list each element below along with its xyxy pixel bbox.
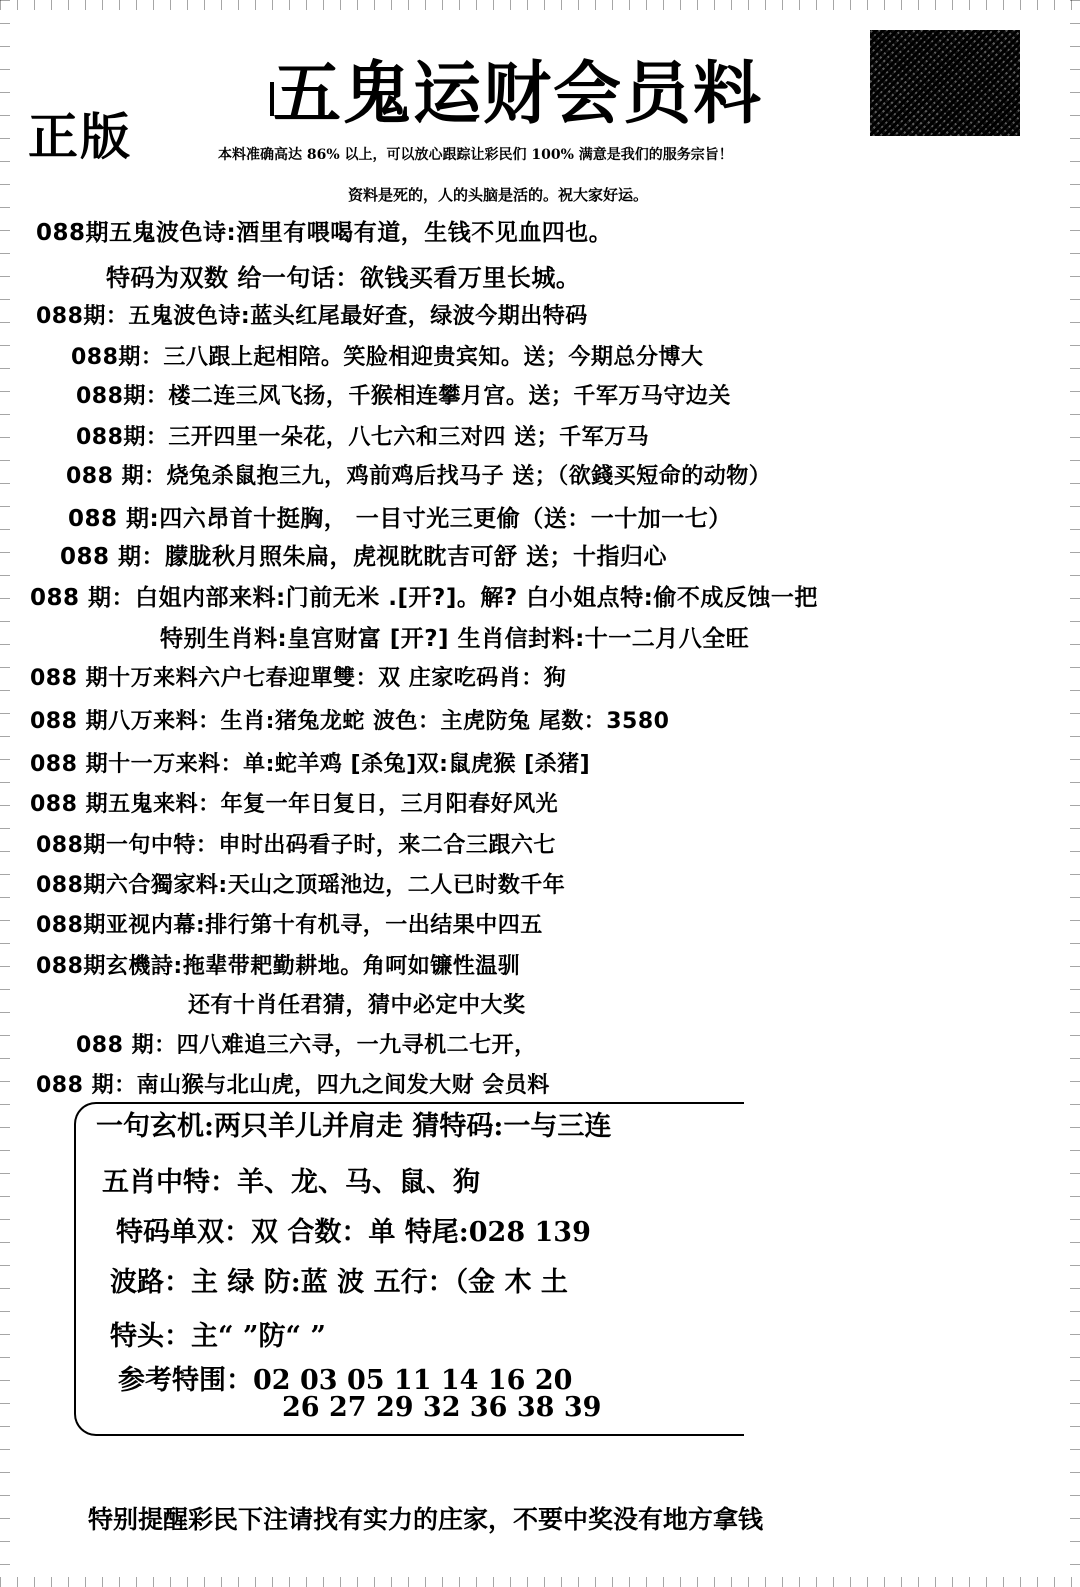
box-line-zodiac: 五肖中特：羊、龙、马、鼠、狗 — [102, 1167, 480, 1198]
text-line: 088 期：南山猴与北山虎，四九之间发大财 会员料 — [36, 1073, 550, 1098]
scan-edge-bottom — [0, 1577, 1080, 1587]
box-line-range-2: 26 27 29 32 36 38 39 — [282, 1392, 602, 1423]
scan-edge-right — [1070, 0, 1080, 1587]
text-line: 还有十肖任君猜，猜中必定中大奖 — [188, 993, 526, 1018]
subtitle-accuracy: 本料准确高达 86% 以上，可以放心跟踪让彩民们 100% 满意是我们的服务宗旨！ — [218, 147, 733, 163]
scan-edge-top — [0, 0, 1080, 10]
text-line: 088期五鬼波色诗:酒里有喂喝有道，生钱不见血四也。 — [36, 220, 613, 246]
box-line-head: 特头：主“ ”防“ ” — [110, 1321, 326, 1352]
text-line: 特别生肖料:皇宫财富 [开?] 生肖信封料:十一二月八全旺 — [160, 626, 750, 652]
text-line: 088 期十一万来料：单:蛇羊鸡 [杀兔]双:鼠虎猴 [杀猪] — [30, 752, 591, 777]
text-line: 088 期：白姐内部来料:门前无米 .[开?]。解? 白小姐点特:偷不成反蚀一把 — [30, 585, 818, 611]
scan-noise-block — [870, 30, 1020, 136]
box-line-range-1: 参考特围：02 03 05 11 14 16 20 — [118, 1365, 573, 1396]
text-line: 088 期十万来料六户七春迎單雙：双 庄家吃码肖：狗 — [30, 666, 567, 691]
box-line-parity: 特码单双：双 合数：单 特尾:028 139 — [116, 1217, 591, 1248]
text-line: 088期六合獨家料:天山之顶瑶池边，二人已时数千年 — [36, 873, 566, 898]
text-line: 088期：楼二连三风飞扬，千猴相连攀月宫。送；千军万马守边关 — [76, 384, 731, 409]
page-title: 五鬼运财会员料 — [273, 54, 764, 134]
text-line: 特码为双数 给一句话：欲钱买看万里长城。 — [106, 264, 581, 292]
scan-edge-left — [0, 0, 10, 1587]
box-line-wave: 波路：主 绿 防:蓝 波 五行：（金 木 土 — [110, 1267, 568, 1298]
text-line: 088 期：烧兔杀鼠抱三九，鸡前鸡后找马子 送；（欲錢买短命的动物） — [66, 464, 772, 489]
text-line: 088 期：四八难追三六寻，一九寻机二七开， — [76, 1033, 537, 1058]
text-line: 088 期：朦胧秋月照朱扁，虎视眈眈吉可舒 送；十指归心 — [60, 544, 668, 570]
prediction-box — [74, 1102, 744, 1436]
text-line: 088期亚视内幕:排行第十有机寻，一出结果中四五 — [36, 913, 543, 938]
genuine-badge: 正版 — [28, 107, 132, 166]
document-page — [18, 22, 1058, 1562]
text-line: 088期玄機詩:拖辈带耙勤耕地。角呵如镰性温驯 — [36, 954, 521, 979]
box-line-hint: 一句玄机:两只羊儿并肩走 猜特码:一与三连 — [96, 1111, 612, 1142]
footer-notice: 特别提醒彩民下注请找有实力的庄家，不要中奖没有地方拿钱 — [88, 1505, 764, 1534]
text-line: 088期：三八跟上起相陪。笑脸相迎贵宾知。送；今期总分博大 — [71, 345, 704, 370]
text-line: 088期：三开四里一朵花，八七六和三对四 送；千军万马 — [76, 425, 650, 450]
text-line: 088 期八万来料：生肖:猪兔龙蛇 波色：主虎防兔 尾数：3580 — [30, 709, 670, 734]
text-line: 088 期:四六昂首十挺胸， 一目寸光三更偷（送：一十加一七） — [68, 506, 732, 532]
text-line: 088期一句中特：申时出码看子时，来二合三跟六七 — [36, 833, 556, 858]
text-line: 088期：五鬼波色诗:蓝头红尾最好查，绿波今期出特码 — [36, 304, 588, 329]
text-line: 088 期五鬼来料：年复一年日复日，三月阳春好风光 — [30, 792, 559, 817]
subtitle-luck: 资料是死的，人的头脑是活的。祝大家好运。 — [348, 186, 649, 204]
